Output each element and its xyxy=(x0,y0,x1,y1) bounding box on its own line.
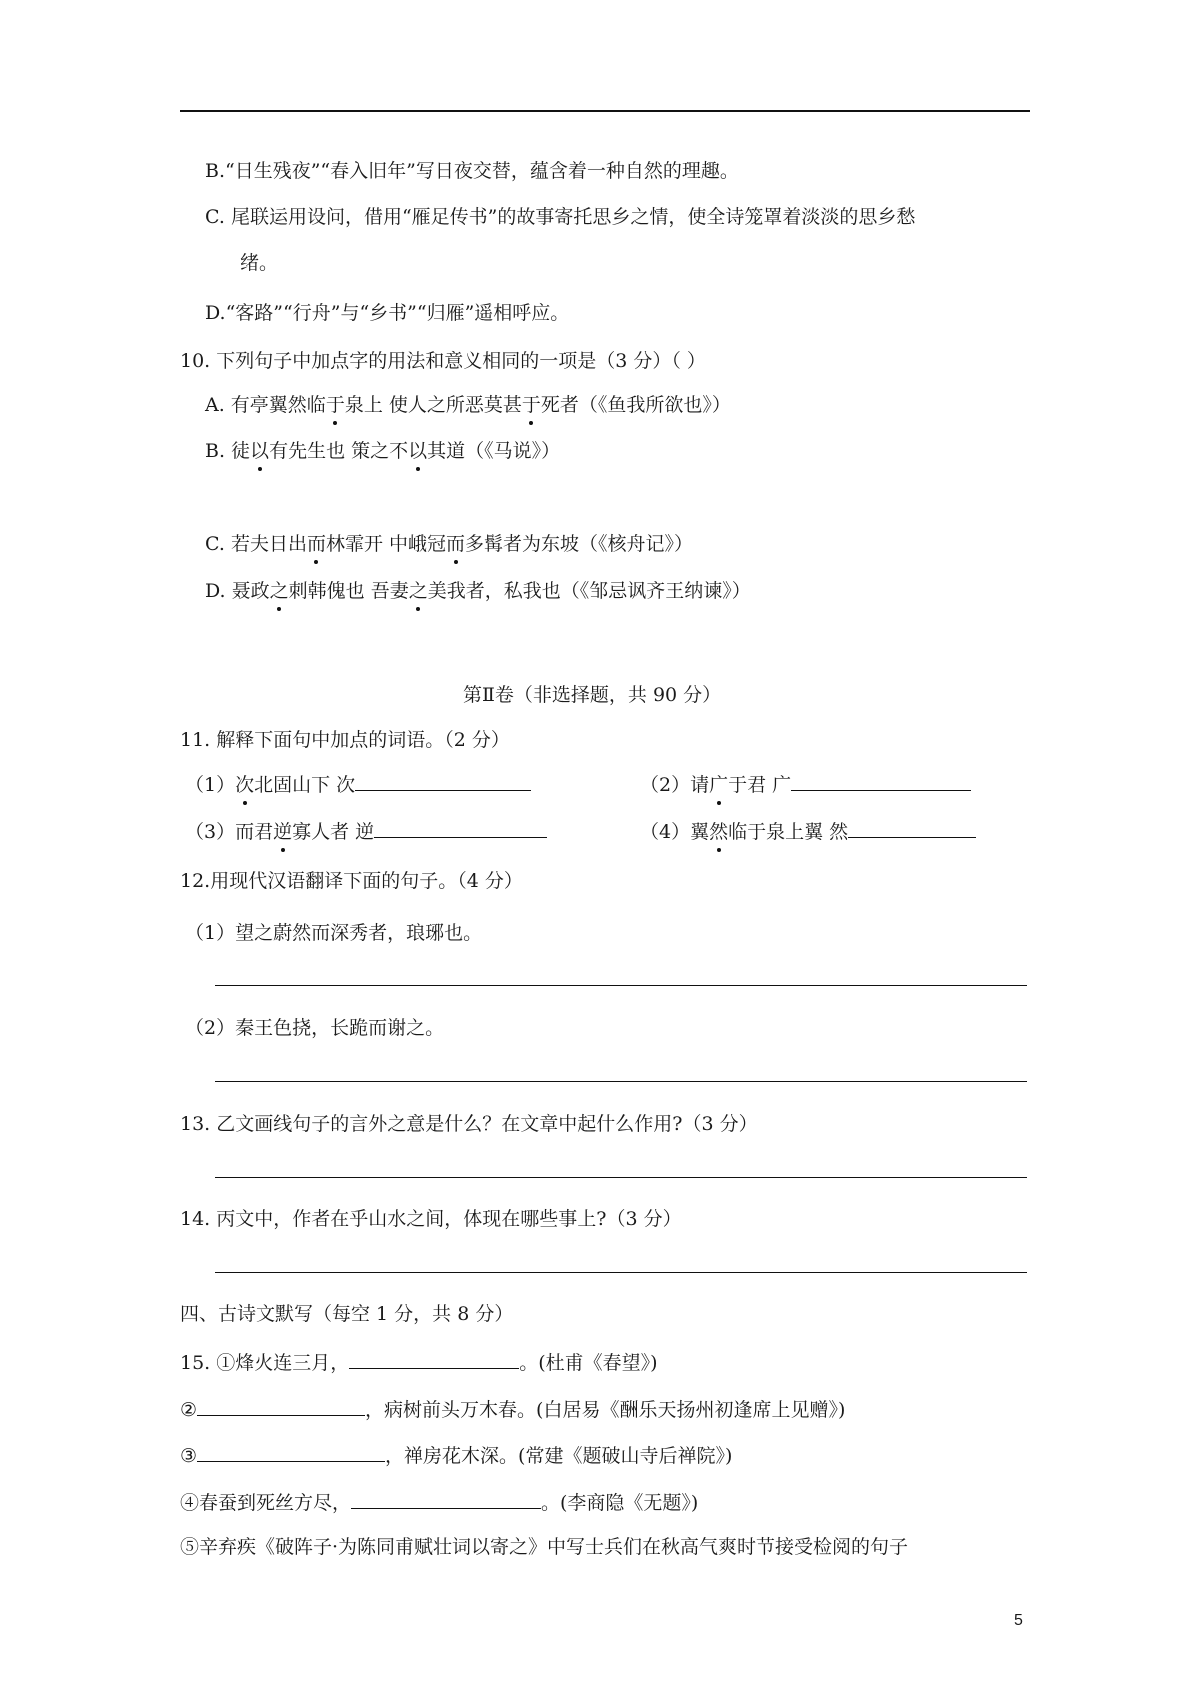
q12-sentence-2: （2）秦王色挠，长跪而谢之。 xyxy=(185,1017,445,1039)
q10-d-part3: 美我者，私我也（《邹忌讽齐王纳谏》） xyxy=(427,580,751,602)
q10-c-part1: C. 若夫日出 xyxy=(205,533,307,555)
header-rule xyxy=(180,110,1030,112)
q11-stem: 11. 解释下面句中加点的词语。（2 分） xyxy=(180,729,510,751)
q10-b-part3: 其道（《马说》） xyxy=(427,440,561,462)
q15-line-5: ⑤辛弃疾《破阵子·为陈同甫赋壮词以寄之》中写士兵们在秋高气爽时节接受检阅的句子 xyxy=(180,1536,909,1558)
q10-option-c xyxy=(205,531,693,557)
q10-a-part1: A. 有亭翼然临 xyxy=(205,394,326,416)
section-2-title: 第Ⅱ卷（非选择题，共 90 分） xyxy=(463,684,722,706)
q15-4-prefix: ④春蚕到死丝方尽， xyxy=(180,1492,352,1514)
q11-4-dotted: 然 xyxy=(709,821,729,843)
q10-b-dotted-2: 以 xyxy=(408,440,428,462)
page-number: 5 xyxy=(1014,1612,1023,1629)
q15-3-prefix: ③ xyxy=(180,1445,198,1467)
q11-1-answer-blank[interactable] xyxy=(355,770,531,791)
q10-d-dotted-2: 之 xyxy=(408,580,428,602)
q11-2-answer-blank[interactable] xyxy=(791,770,971,791)
q10-a-dotted-1: 于 xyxy=(325,394,345,416)
q15-3-answer-blank[interactable] xyxy=(197,1441,385,1462)
q10-a-part2: 泉上 使人之所恶莫甚 xyxy=(344,394,522,416)
q14-answer-line[interactable] xyxy=(215,1272,1027,1273)
q12-2-answer-line[interactable] xyxy=(215,1081,1027,1082)
q15-3-suffix: ，禅房花木深。(常建《题破山寺后禅院》) xyxy=(385,1445,733,1467)
q12-stem: 12.用现代汉语翻译下面的句子。（4 分） xyxy=(180,870,523,892)
q11-1-part1: （1） xyxy=(185,774,236,796)
q14-stem: 14. 丙文中，作者在乎山水之间，体现在哪些事上?（3 分） xyxy=(180,1208,682,1230)
q10-c-dotted-1: 而 xyxy=(306,533,326,555)
q10-option-a xyxy=(205,392,731,418)
q10-d-part2: 刺韩傀也 吾妻 xyxy=(288,580,409,602)
section-4-title: 四、古诗文默写（每空 1 分，共 8 分） xyxy=(180,1303,514,1325)
q15-2-prefix: ② xyxy=(180,1399,198,1421)
q10-c-part3: 多髯者为东坡（《核舟记》） xyxy=(465,533,694,555)
q10-b-part2: 有先生也 策之不 xyxy=(269,440,409,462)
q13-answer-line[interactable] xyxy=(215,1177,1027,1178)
q10-b-dotted-1: 以 xyxy=(250,440,270,462)
q15-line-4 xyxy=(180,1488,698,1516)
q10-option-b xyxy=(205,438,560,464)
q15-1-suffix: 。(杜甫《春望》) xyxy=(519,1352,658,1374)
q11-item-1 xyxy=(185,770,531,798)
q11-2-dotted: 广 xyxy=(709,774,729,796)
q15-line-2 xyxy=(180,1395,845,1423)
q15-line-3 xyxy=(180,1441,732,1469)
q11-1-part2: 北固山下 次 xyxy=(254,774,356,796)
q9-option-b: B.“日生残夜”“春入旧年”写日夜交替，蕴含着一种自然的理趣。 xyxy=(205,160,739,182)
q9-option-d: D.“客路”“行舟”与“乡书”“归雁”遥相呼应。 xyxy=(205,302,570,324)
q10-c-part2: 林霏开 中峨冠 xyxy=(325,533,447,555)
q10-a-part3: 死者（《鱼我所欲也》） xyxy=(540,394,731,416)
q11-3-dotted: 逆 xyxy=(273,821,293,843)
q15-line-1 xyxy=(180,1348,658,1376)
q11-item-3 xyxy=(185,817,547,845)
q11-4-part2: 临于泉上翼 然 xyxy=(728,821,849,843)
q10-c-dotted-2: 而 xyxy=(446,533,466,555)
q15-4-suffix: 。(李商隐《无题》) xyxy=(541,1492,699,1514)
q10-d-part1: D. 聂政 xyxy=(205,580,270,602)
q15-2-suffix: ，病树前头万木春。(白居易《酬乐天扬州初逢席上见赠》) xyxy=(365,1399,846,1421)
q11-3-part1: （3）而君 xyxy=(185,821,274,843)
q12-sentence-1: （1）望之蔚然而深秀者，琅琊也。 xyxy=(185,922,483,944)
q11-3-answer-blank[interactable] xyxy=(374,817,547,838)
q11-4-answer-blank[interactable] xyxy=(848,817,976,838)
q12-1-answer-line[interactable] xyxy=(215,985,1027,986)
q15-1-prefix: 15. ①烽火连三月， xyxy=(180,1352,350,1374)
q10-option-d xyxy=(205,578,751,604)
q13-stem: 13. 乙文画线句子的言外之意是什么？在文章中起什么作用?（3 分） xyxy=(180,1113,758,1135)
q11-2-part2: 于君 广 xyxy=(728,774,792,796)
q9-option-c-line2: 绪。 xyxy=(240,252,279,274)
q15-2-answer-blank[interactable] xyxy=(197,1395,365,1416)
q11-2-part1: （2）请 xyxy=(640,774,710,796)
q11-3-part2: 寡人者 逆 xyxy=(292,821,375,843)
q10-stem: 10. 下列句子中加点字的用法和意义相同的一项是（3 分）（ ） xyxy=(180,350,706,372)
q9-option-c-line1: C. 尾联运用设问，借用“雁足传书”的故事寄托思乡之情，使全诗笼罩着淡淡的思乡愁 xyxy=(205,206,916,228)
q10-a-dotted-2: 于 xyxy=(521,394,541,416)
q15-1-answer-blank[interactable] xyxy=(349,1348,519,1369)
q11-1-dotted: 次 xyxy=(235,774,255,796)
q11-item-4 xyxy=(640,817,976,845)
q15-4-answer-blank[interactable] xyxy=(351,1488,541,1509)
q10-d-dotted-1: 之 xyxy=(269,580,289,602)
q11-4-part1: （4）翼 xyxy=(640,821,710,843)
q11-item-2 xyxy=(640,770,971,798)
q10-b-part1: B. 徒 xyxy=(205,440,251,462)
